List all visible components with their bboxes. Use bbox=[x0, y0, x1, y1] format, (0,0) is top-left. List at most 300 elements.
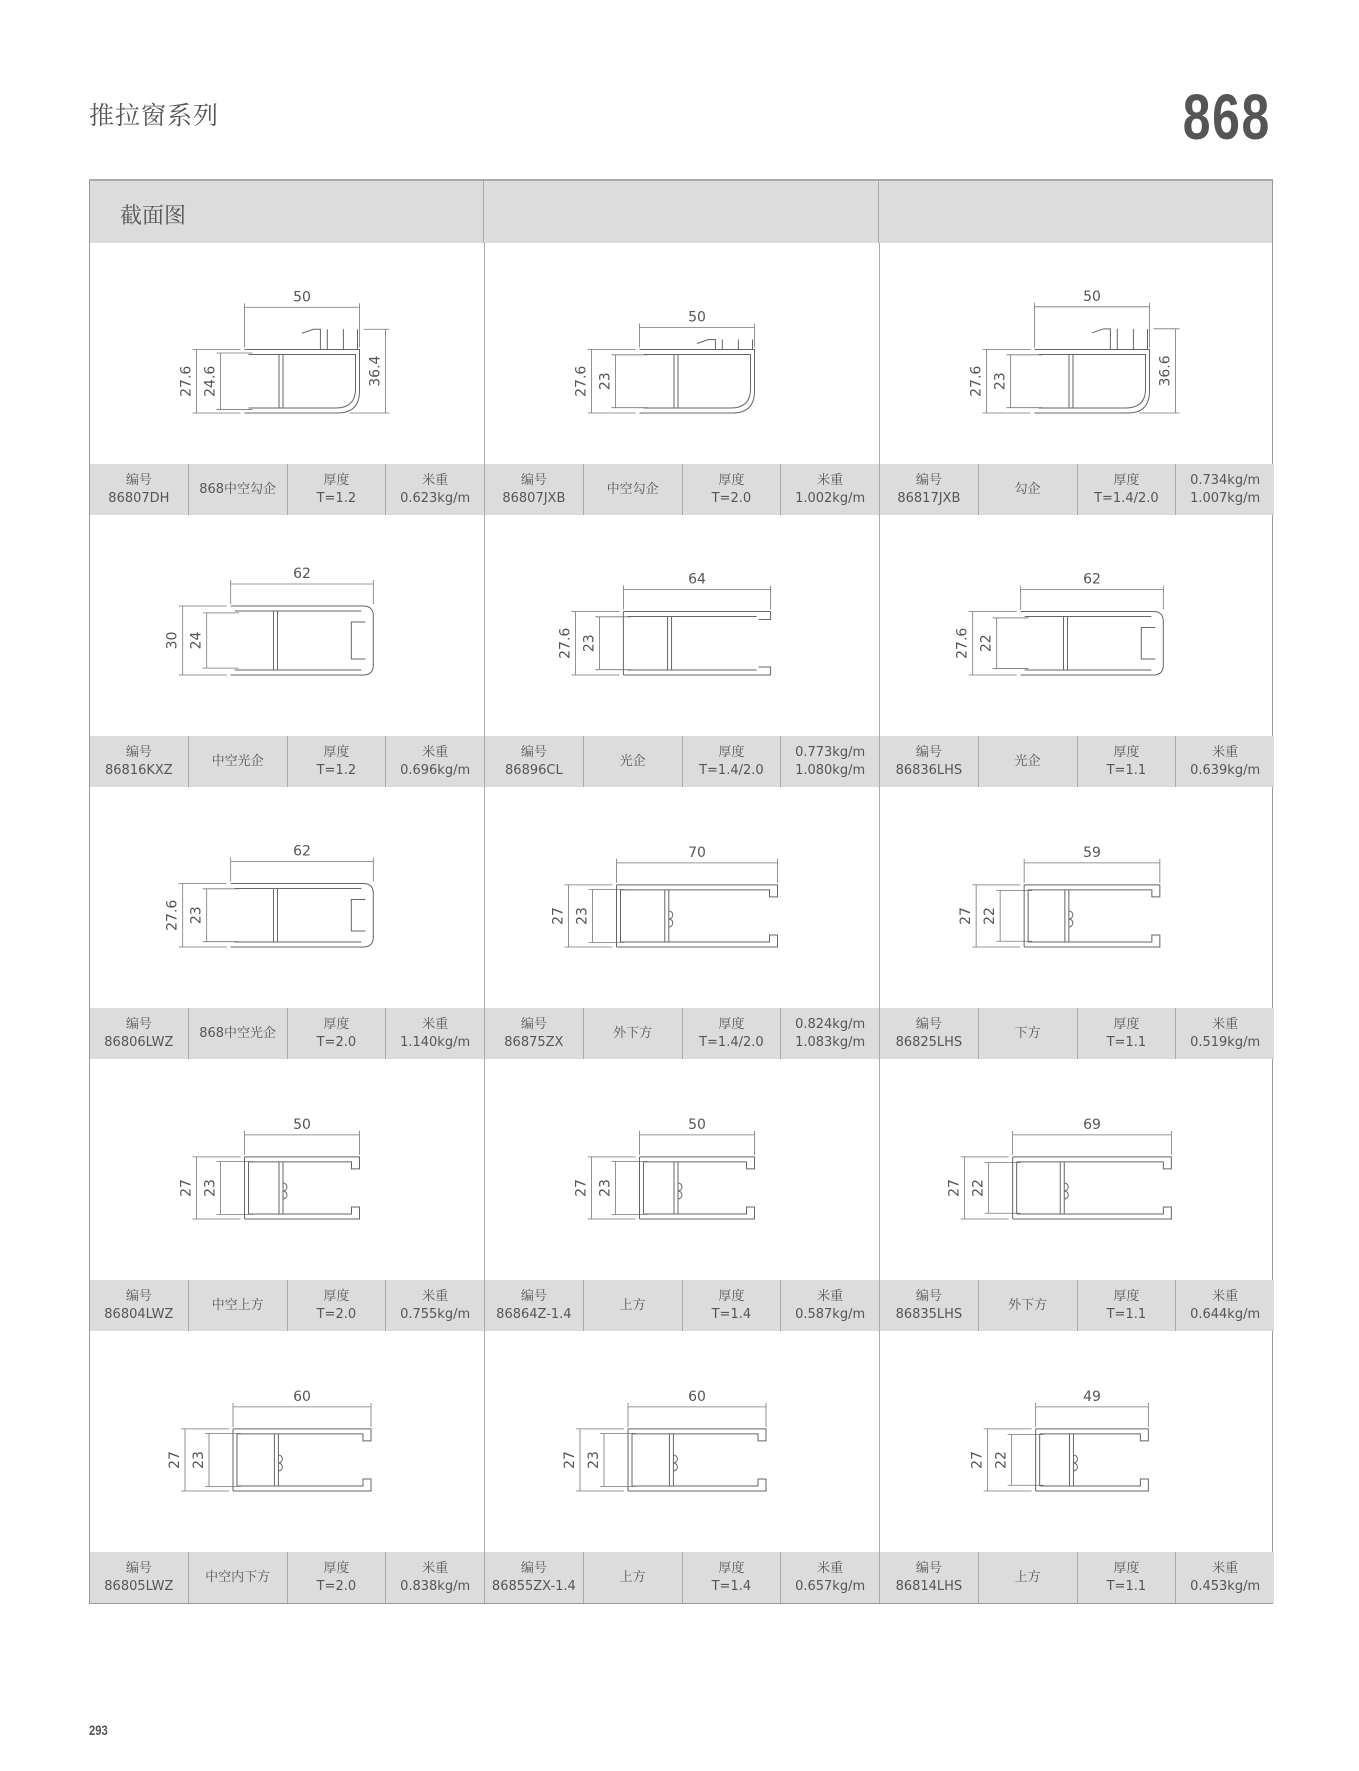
profile-drawing bbox=[90, 243, 484, 464]
width-dimension-label: 50 bbox=[688, 1116, 706, 1133]
light-profile-outline bbox=[231, 884, 374, 947]
height-dimension-label: 30 bbox=[164, 631, 181, 650]
code-cell bbox=[485, 1280, 583, 1331]
code-cell-text: 编号 bbox=[915, 744, 942, 760]
code-cell bbox=[485, 736, 583, 787]
weight-cell bbox=[1175, 1280, 1274, 1331]
code-cell-text: 编号 bbox=[125, 472, 152, 488]
profile-cell bbox=[90, 515, 484, 787]
open-profile-outline bbox=[1036, 1429, 1149, 1491]
code-cell-text: 86875ZX bbox=[504, 1034, 564, 1050]
thickness-cell-text: T=1.1 bbox=[1106, 1306, 1147, 1322]
right-dimension-label: 36.4 bbox=[367, 355, 384, 387]
profile-table bbox=[89, 179, 1273, 1604]
thickness-cell-text: 厚度 bbox=[1113, 1560, 1140, 1576]
thickness-cell-text: 厚度 bbox=[718, 1016, 745, 1032]
inner-height-dimension-label: 23 bbox=[574, 907, 591, 925]
inner-height-dimension-label: 24.6 bbox=[202, 365, 219, 397]
spec-bar bbox=[880, 736, 1274, 787]
thickness-cell-text: 厚度 bbox=[323, 1560, 350, 1576]
open-profile-outline bbox=[640, 1157, 755, 1219]
section-drawing bbox=[880, 787, 1274, 1008]
height-dimension-label: 27 bbox=[167, 1451, 183, 1469]
profile-drawing bbox=[880, 515, 1274, 736]
weight-cell-text: 米重 bbox=[1212, 744, 1239, 760]
weight-cell-text: 米重 bbox=[1212, 1560, 1239, 1576]
weight-cell-text: 0.519kg/m bbox=[1190, 1034, 1261, 1050]
weight-cell-text: 米重 bbox=[422, 1016, 449, 1032]
height-dimension-label: 27.6 bbox=[557, 627, 574, 659]
name-cell bbox=[978, 1552, 1077, 1603]
code-cell-text: 86896CL bbox=[505, 762, 563, 778]
spec-bar bbox=[880, 464, 1274, 515]
code-cell-text: 编号 bbox=[520, 472, 547, 488]
inner-height-dimension-label: 23 bbox=[992, 372, 1009, 391]
thickness-cell bbox=[1077, 1552, 1176, 1603]
name-cell-text: 光企 bbox=[619, 753, 646, 769]
width-dimension-label: 69 bbox=[1083, 1116, 1101, 1133]
thickness-cell bbox=[682, 1008, 781, 1059]
section-drawing bbox=[485, 1331, 879, 1552]
profile-cell bbox=[879, 243, 1274, 515]
section-drawing bbox=[485, 515, 879, 736]
weight-cell-text: 1.080kg/m bbox=[795, 762, 866, 778]
header-cell bbox=[878, 181, 1272, 243]
profile-drawing bbox=[90, 1059, 484, 1280]
inner-height-dimension-label: 22 bbox=[993, 1451, 1010, 1469]
width-dimension-label: 50 bbox=[293, 289, 311, 306]
code-cell bbox=[485, 1552, 583, 1603]
weight-cell-text: 0.696kg/m bbox=[400, 762, 471, 778]
code-cell-text: 86804LWZ bbox=[104, 1306, 174, 1322]
thickness-cell-text: 厚度 bbox=[1113, 472, 1140, 488]
weight-cell-text: 米重 bbox=[422, 1288, 449, 1304]
profile-drawing bbox=[485, 515, 879, 736]
width-dimension-label: 62 bbox=[293, 843, 311, 860]
name-cell bbox=[188, 1280, 287, 1331]
right-dimension-label: 36.6 bbox=[1157, 355, 1174, 387]
section-drawing bbox=[90, 1331, 484, 1552]
thickness-cell-text: T=1.1 bbox=[1106, 1034, 1147, 1050]
inner-height-dimension-label: 23 bbox=[597, 1179, 614, 1197]
name-cell bbox=[583, 1008, 682, 1059]
weight-cell-text: 0.755kg/m bbox=[400, 1306, 471, 1322]
width-dimension-label: 59 bbox=[1083, 844, 1101, 861]
thickness-cell-text: 厚度 bbox=[1113, 1288, 1140, 1304]
code-cell-text: 86817JXB bbox=[897, 490, 961, 506]
code-cell-text: 编号 bbox=[915, 1288, 942, 1304]
table-row bbox=[90, 243, 1272, 515]
profile-drawing bbox=[880, 1059, 1274, 1280]
section-drawing bbox=[880, 515, 1274, 736]
code-cell bbox=[90, 736, 188, 787]
spec-bar bbox=[880, 1552, 1274, 1603]
height-dimension-label: 27.6 bbox=[178, 365, 195, 397]
code-cell bbox=[880, 1008, 978, 1059]
thickness-cell-text: T=1.1 bbox=[1106, 1578, 1147, 1594]
name-cell-text: 上方 bbox=[1014, 1569, 1041, 1585]
weight-cell-text: 米重 bbox=[817, 1560, 844, 1576]
section-drawing bbox=[90, 787, 484, 1008]
section-drawing bbox=[485, 1059, 879, 1280]
thickness-cell-text: 厚度 bbox=[323, 744, 350, 760]
weight-cell bbox=[1175, 1552, 1274, 1603]
thickness-cell-text: T=2.0 bbox=[316, 1578, 357, 1594]
weight-cell-text: 1.002kg/m bbox=[795, 490, 866, 506]
inner-height-dimension-label: 23 bbox=[597, 372, 614, 391]
profile-drawing bbox=[90, 787, 484, 1008]
thickness-cell-text: T=1.4 bbox=[711, 1306, 752, 1322]
rail-profile-outline bbox=[623, 612, 770, 675]
width-dimension-label: 70 bbox=[688, 844, 706, 861]
inner-height-dimension-label: 23 bbox=[202, 1179, 219, 1197]
open-profile-outline bbox=[617, 885, 778, 947]
name-cell-text: 中空内下方 bbox=[205, 1569, 271, 1585]
header-cell bbox=[483, 181, 877, 243]
spec-bar bbox=[485, 1008, 879, 1059]
thickness-cell bbox=[1077, 1280, 1176, 1331]
profile-drawing bbox=[880, 1331, 1274, 1552]
thickness-cell-text: T=1.4/2.0 bbox=[699, 762, 764, 778]
hook-flange bbox=[1092, 329, 1148, 350]
height-dimension-label: 27.6 bbox=[954, 627, 971, 659]
open-profile-outline bbox=[1024, 885, 1160, 947]
thickness-cell-text: 厚度 bbox=[718, 1560, 745, 1576]
section-drawing bbox=[485, 787, 879, 1008]
thickness-cell bbox=[1077, 464, 1176, 515]
weight-cell bbox=[1175, 464, 1274, 515]
name-cell-text: 上方 bbox=[619, 1297, 646, 1313]
name-cell bbox=[188, 1008, 287, 1059]
weight-cell-text: 米重 bbox=[817, 1288, 844, 1304]
weight-cell-text: 0.773kg/m bbox=[795, 744, 866, 760]
inner-height-dimension-label: 23 bbox=[191, 1451, 207, 1469]
profile-drawing bbox=[485, 1059, 879, 1280]
height-dimension-label: 27 bbox=[178, 1179, 195, 1197]
name-cell bbox=[583, 736, 682, 787]
inner-height-dimension-label: 23 bbox=[586, 1451, 602, 1469]
section-label: 截面图 bbox=[120, 204, 187, 229]
height-dimension-label: 27 bbox=[946, 1179, 963, 1197]
thickness-cell-text: T=1.2 bbox=[316, 762, 357, 778]
profile-cell bbox=[90, 787, 484, 1059]
code-cell-text: 编号 bbox=[520, 744, 547, 760]
code-cell-text: 编号 bbox=[520, 1288, 547, 1304]
code-cell-text: 86814LHS bbox=[895, 1578, 963, 1594]
inner-height-dimension-label: 22 bbox=[982, 907, 999, 925]
name-cell bbox=[188, 1552, 287, 1603]
code-cell-text: 编号 bbox=[520, 1016, 547, 1032]
code-cell-text: 86836LHS bbox=[895, 762, 963, 778]
header-cell bbox=[90, 181, 483, 243]
weight-cell bbox=[780, 464, 879, 515]
width-dimension-label: 50 bbox=[688, 309, 706, 326]
inner-height-dimension-label: 24 bbox=[188, 631, 205, 650]
thickness-cell bbox=[287, 1008, 386, 1059]
code-cell-text: 86807JXB bbox=[502, 490, 566, 506]
profile-drawing bbox=[880, 787, 1274, 1008]
table-row bbox=[90, 787, 1272, 1059]
thickness-cell-text: T=1.2 bbox=[316, 490, 357, 506]
spec-bar bbox=[90, 464, 484, 515]
height-dimension-label: 27.6 bbox=[164, 899, 181, 931]
code-cell bbox=[90, 464, 188, 515]
height-dimension-label: 27 bbox=[550, 907, 567, 925]
weight-cell-text: 0.644kg/m bbox=[1190, 1306, 1261, 1322]
name-cell bbox=[583, 464, 682, 515]
code-cell bbox=[90, 1552, 188, 1603]
spec-bar bbox=[880, 1280, 1274, 1331]
table-row bbox=[90, 1331, 1272, 1603]
name-cell bbox=[188, 464, 287, 515]
profile-cell bbox=[879, 787, 1274, 1059]
name-cell-text: 勾企 bbox=[1014, 481, 1041, 497]
weight-cell bbox=[385, 464, 484, 515]
weight-cell bbox=[385, 1280, 484, 1331]
name-cell-text: 中空上方 bbox=[211, 1297, 264, 1313]
width-dimension-label: 60 bbox=[688, 1388, 706, 1405]
name-cell-text: 中空勾企 bbox=[606, 481, 659, 497]
weight-cell-text: 米重 bbox=[422, 1560, 449, 1576]
code-cell bbox=[880, 464, 978, 515]
weight-cell-text: 0.623kg/m bbox=[400, 490, 471, 506]
spec-bar bbox=[485, 1280, 879, 1331]
height-dimension-label: 27 bbox=[573, 1179, 590, 1197]
weight-cell-text: 米重 bbox=[1212, 1016, 1239, 1032]
hook-flange bbox=[302, 329, 358, 349]
thickness-cell-text: 厚度 bbox=[718, 472, 745, 488]
weight-cell bbox=[1175, 1008, 1274, 1059]
hook-profile-outline bbox=[245, 350, 360, 413]
width-dimension-label: 60 bbox=[293, 1388, 311, 1405]
spec-bar bbox=[485, 464, 879, 515]
profile-cell bbox=[879, 515, 1274, 787]
name-cell-text: 868中空光企 bbox=[199, 1025, 277, 1041]
section-drawing bbox=[880, 1059, 1274, 1280]
thickness-cell bbox=[682, 1552, 781, 1603]
light-profile-outline bbox=[231, 606, 374, 675]
spec-bar bbox=[485, 736, 879, 787]
open-profile-outline bbox=[628, 1429, 766, 1491]
inner-height-dimension-label: 22 bbox=[978, 634, 995, 653]
weight-cell bbox=[780, 736, 879, 787]
thickness-cell-text: T=1.4 bbox=[711, 1578, 752, 1594]
light-profile-outline bbox=[1021, 612, 1164, 675]
name-cell bbox=[978, 1280, 1077, 1331]
height-dimension-label: 27.6 bbox=[968, 365, 985, 397]
code-cell-text: 编号 bbox=[520, 1560, 547, 1576]
table-row bbox=[90, 1059, 1272, 1331]
thickness-cell-text: 厚度 bbox=[1113, 744, 1140, 760]
name-cell-text: 光企 bbox=[1014, 753, 1041, 769]
inner-height-dimension-label: 23 bbox=[188, 906, 205, 925]
weight-cell-text: 米重 bbox=[422, 744, 449, 760]
height-dimension-label: 27 bbox=[562, 1451, 578, 1469]
hook-profile-outline bbox=[1035, 350, 1150, 413]
name-cell bbox=[188, 736, 287, 787]
weight-cell bbox=[780, 1552, 879, 1603]
weight-cell-text: 0.838kg/m bbox=[400, 1578, 471, 1594]
thickness-cell bbox=[1077, 1008, 1176, 1059]
profile-drawing bbox=[485, 787, 879, 1008]
code-cell-text: 编号 bbox=[915, 1560, 942, 1576]
thickness-cell-text: 厚度 bbox=[718, 744, 745, 760]
code-cell-text: 86805LWZ bbox=[104, 1578, 174, 1594]
weight-cell-text: 1.140kg/m bbox=[400, 1034, 471, 1050]
profile-drawing bbox=[90, 515, 484, 736]
thickness-cell-text: T=2.0 bbox=[711, 490, 752, 506]
name-cell bbox=[978, 1008, 1077, 1059]
thickness-cell bbox=[287, 1552, 386, 1603]
weight-cell-text: 米重 bbox=[422, 472, 449, 488]
code-cell-text: 编号 bbox=[125, 744, 152, 760]
code-cell-text: 编号 bbox=[125, 1016, 152, 1032]
weight-cell-text: 0.639kg/m bbox=[1190, 762, 1261, 778]
thickness-cell-text: 厚度 bbox=[1113, 1016, 1140, 1032]
profile-cell bbox=[90, 1059, 484, 1331]
height-dimension-label: 27.6 bbox=[573, 365, 590, 397]
name-cell-text: 中空光企 bbox=[211, 753, 264, 769]
thickness-cell bbox=[287, 464, 386, 515]
thickness-cell-text: T=1.4/2.0 bbox=[699, 1034, 764, 1050]
thickness-cell bbox=[682, 464, 781, 515]
section-drawing bbox=[485, 243, 879, 464]
open-profile-outline bbox=[233, 1429, 371, 1491]
weight-cell-text: 0.453kg/m bbox=[1190, 1578, 1261, 1594]
spec-bar bbox=[880, 1008, 1274, 1059]
thickness-cell bbox=[287, 1280, 386, 1331]
code-cell bbox=[880, 736, 978, 787]
weight-cell bbox=[385, 1552, 484, 1603]
hook-flange bbox=[697, 340, 753, 350]
profile-cell bbox=[879, 1331, 1274, 1603]
name-cell bbox=[978, 464, 1077, 515]
code-cell-text: 86835LHS bbox=[895, 1306, 963, 1322]
profile-cell bbox=[90, 243, 484, 515]
spec-bar bbox=[90, 1008, 484, 1059]
open-profile-outline bbox=[245, 1157, 360, 1219]
name-cell-text: 上方 bbox=[619, 1569, 646, 1585]
section-drawing bbox=[90, 515, 484, 736]
spec-bar bbox=[485, 1552, 879, 1603]
width-dimension-label: 62 bbox=[293, 566, 311, 582]
spec-bar bbox=[90, 1552, 484, 1603]
thickness-cell-text: T=1.4/2.0 bbox=[1094, 490, 1159, 506]
thickness-cell-text: 厚度 bbox=[718, 1288, 745, 1304]
section-drawing bbox=[90, 243, 484, 464]
section-drawing bbox=[90, 1059, 484, 1280]
thickness-cell-text: 厚度 bbox=[323, 1016, 350, 1032]
profile-cell bbox=[484, 1059, 879, 1331]
height-dimension-label: 27 bbox=[969, 1451, 986, 1469]
open-profile-outline bbox=[1013, 1157, 1172, 1219]
section-drawing bbox=[880, 243, 1274, 464]
profile-cell bbox=[484, 515, 879, 787]
code-cell-text: 86816KXZ bbox=[105, 762, 173, 778]
thickness-cell-text: T=2.0 bbox=[316, 1034, 357, 1050]
table-body bbox=[90, 243, 1272, 1603]
weight-cell-text: 1.083kg/m bbox=[795, 1034, 866, 1050]
width-dimension-label: 50 bbox=[293, 1116, 311, 1133]
code-cell-text: 86864Z-1.4 bbox=[496, 1306, 572, 1322]
code-cell bbox=[880, 1280, 978, 1331]
series-title: 推拉窗系列 bbox=[89, 101, 220, 130]
width-dimension-label: 64 bbox=[688, 571, 706, 588]
name-cell bbox=[583, 1280, 682, 1331]
name-cell-text: 外下方 bbox=[613, 1025, 653, 1041]
code-cell-text: 86855ZX-1.4 bbox=[491, 1578, 576, 1594]
hook-profile-outline bbox=[640, 350, 755, 413]
profile-cell bbox=[879, 1059, 1274, 1331]
thickness-cell bbox=[1077, 736, 1176, 787]
width-dimension-label: 50 bbox=[1083, 288, 1101, 305]
code-cell bbox=[880, 1552, 978, 1603]
code-cell bbox=[485, 464, 583, 515]
code-cell-text: 86825LHS bbox=[895, 1034, 963, 1050]
page-number: 293 bbox=[89, 1722, 108, 1738]
thickness-cell bbox=[682, 736, 781, 787]
table-header bbox=[90, 181, 1272, 243]
weight-cell-text: 1.007kg/m bbox=[1190, 490, 1261, 506]
width-dimension-label: 62 bbox=[1083, 571, 1101, 588]
width-dimension-label: 49 bbox=[1083, 1388, 1101, 1405]
code-cell-text: 编号 bbox=[915, 472, 942, 488]
name-cell-text: 下方 bbox=[1014, 1025, 1041, 1041]
code-cell bbox=[90, 1008, 188, 1059]
weight-cell-text: 0.657kg/m bbox=[795, 1578, 866, 1594]
series-number: 868 bbox=[1183, 81, 1271, 153]
section-drawing bbox=[880, 1331, 1274, 1552]
table-row bbox=[90, 515, 1272, 787]
weight-cell-text: 米重 bbox=[817, 472, 844, 488]
profile-drawing bbox=[485, 243, 879, 464]
thickness-cell bbox=[682, 1280, 781, 1331]
thickness-cell bbox=[287, 736, 386, 787]
spec-bar bbox=[90, 1280, 484, 1331]
weight-cell-text: 0.824kg/m bbox=[795, 1016, 866, 1032]
profile-drawing bbox=[90, 1331, 484, 1552]
name-cell bbox=[583, 1552, 682, 1603]
name-cell bbox=[978, 736, 1077, 787]
thickness-cell-text: 厚度 bbox=[323, 1288, 350, 1304]
profile-cell bbox=[484, 1331, 879, 1603]
code-cell-text: 编号 bbox=[125, 1288, 152, 1304]
profile-drawing bbox=[485, 1331, 879, 1552]
inner-height-dimension-label: 22 bbox=[970, 1179, 987, 1197]
code-cell-text: 编号 bbox=[125, 1560, 152, 1576]
thickness-cell-text: T=1.1 bbox=[1106, 762, 1147, 778]
weight-cell-text: 米重 bbox=[1212, 1288, 1239, 1304]
name-cell-text: 外下方 bbox=[1008, 1297, 1048, 1313]
profile-drawing bbox=[880, 243, 1274, 464]
weight-cell-text: 0.587kg/m bbox=[795, 1306, 866, 1322]
inner-height-dimension-label: 23 bbox=[581, 634, 598, 653]
profile-cell bbox=[484, 243, 879, 515]
height-dimension-label: 27 bbox=[958, 907, 975, 925]
code-cell bbox=[90, 1280, 188, 1331]
weight-cell-text: 0.734kg/m bbox=[1190, 472, 1261, 488]
weight-cell bbox=[1175, 736, 1274, 787]
profile-cell bbox=[484, 787, 879, 1059]
thickness-cell-text: T=2.0 bbox=[316, 1306, 357, 1322]
profile-cell bbox=[90, 1331, 484, 1603]
weight-cell bbox=[385, 736, 484, 787]
spec-bar bbox=[90, 736, 484, 787]
name-cell-text: 868中空勾企 bbox=[199, 481, 277, 497]
thickness-cell-text: 厚度 bbox=[323, 472, 350, 488]
code-cell-text: 86806LWZ bbox=[104, 1034, 174, 1050]
weight-cell bbox=[780, 1280, 879, 1331]
